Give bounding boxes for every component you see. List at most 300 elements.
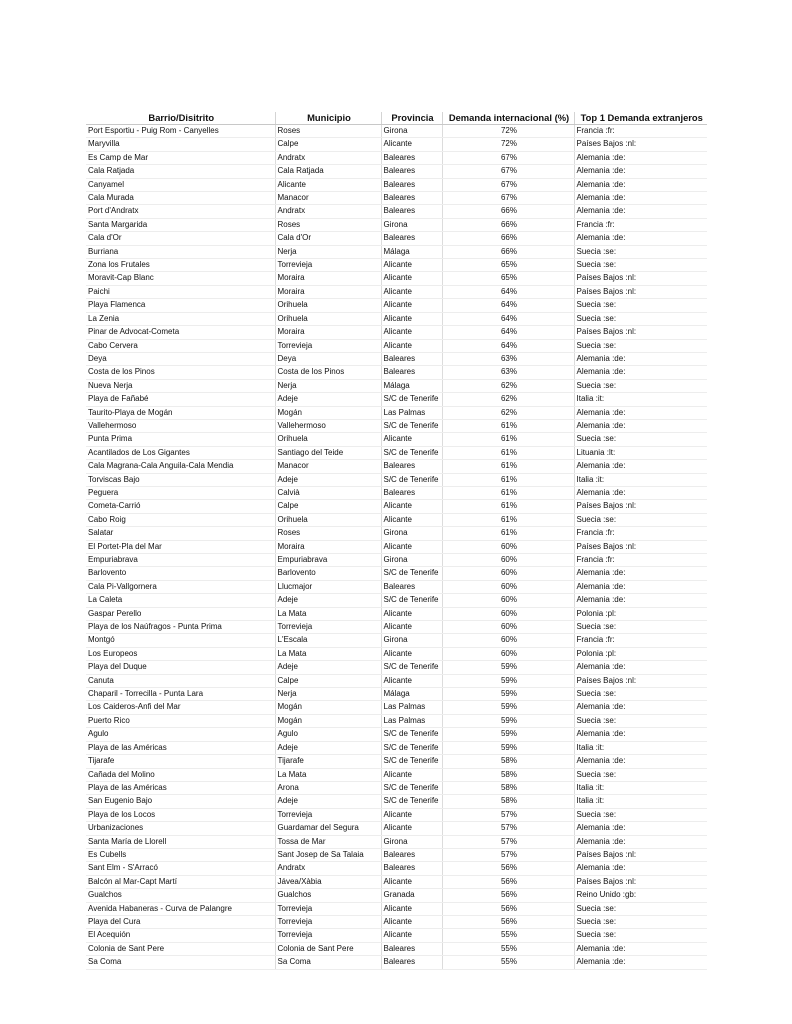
cell-barrio: Cala Magrana-Cala Anguila-Cala Mendia [86, 460, 275, 473]
cell-barrio: Punta Prima [86, 433, 275, 446]
table-row [86, 259, 707, 272]
cell-barrio: La Zenia [86, 312, 275, 325]
cell-barrio: Chaparil - Torrecilla - Punta Lara [86, 688, 275, 701]
table-row [86, 446, 707, 459]
cell-barrio: Burriana [86, 245, 275, 258]
cell-top-demanda: Alemania :de: [574, 862, 707, 875]
table-row [86, 513, 707, 526]
cell-municipio: Adeje [275, 473, 381, 486]
cell-demanda: 60% [442, 594, 574, 607]
table-row [86, 138, 707, 151]
cell-barrio: La Caleta [86, 594, 275, 607]
cell-municipio: Manacor [275, 192, 381, 205]
cell-municipio: Barlovento [275, 567, 381, 580]
cell-provincia: S/C de Tenerife [381, 567, 442, 580]
cell-municipio: Torrevieja [275, 915, 381, 928]
table-row [86, 352, 707, 365]
table-row [86, 607, 707, 620]
cell-top-demanda: Alemania :de: [574, 232, 707, 245]
cell-demanda: 61% [442, 446, 574, 459]
cell-municipio: Tossa de Mar [275, 835, 381, 848]
cell-barrio: Playa del Duque [86, 661, 275, 674]
cell-provincia: Alicante [381, 513, 442, 526]
cell-provincia: Las Palmas [381, 701, 442, 714]
cell-provincia: S/C de Tenerife [381, 781, 442, 794]
cell-provincia: Las Palmas [381, 406, 442, 419]
cell-demanda: 64% [442, 299, 574, 312]
table-row [86, 848, 707, 861]
table-row [86, 822, 707, 835]
cell-municipio: Llucmajor [275, 580, 381, 593]
cell-provincia: Alicante [381, 326, 442, 339]
cell-municipio: Roses [275, 218, 381, 231]
cell-top-demanda: Suecia :se: [574, 433, 707, 446]
table-row [86, 205, 707, 218]
cell-municipio: Sant Josep de Sa Talaia [275, 848, 381, 861]
cell-demanda: 62% [442, 379, 574, 392]
table-row [86, 808, 707, 821]
cell-provincia: Alicante [381, 339, 442, 352]
cell-top-demanda: Suecia :se: [574, 688, 707, 701]
cell-municipio: Moraira [275, 272, 381, 285]
cell-municipio: La Mata [275, 647, 381, 660]
table-row [86, 647, 707, 660]
cell-provincia: Alicante [381, 500, 442, 513]
cell-demanda: 67% [442, 178, 574, 191]
cell-barrio: Montgó [86, 634, 275, 647]
cell-provincia: Alicante [381, 259, 442, 272]
cell-municipio: Torrevieja [275, 902, 381, 915]
cell-provincia: Granada [381, 889, 442, 902]
table-row [86, 527, 707, 540]
cell-barrio: Balcón al Mar-Capt Martí [86, 875, 275, 888]
cell-demanda: 57% [442, 808, 574, 821]
cell-top-demanda: Países Bajos :nl: [574, 285, 707, 298]
cell-top-demanda: Países Bajos :nl: [574, 674, 707, 687]
cell-top-demanda: Alemania :de: [574, 956, 707, 969]
cell-provincia: S/C de Tenerife [381, 755, 442, 768]
table-row [86, 594, 707, 607]
cell-demanda: 60% [442, 580, 574, 593]
cell-top-demanda: Alemania :de: [574, 406, 707, 419]
cell-top-demanda: Polonia :pl: [574, 607, 707, 620]
cell-municipio: Tijarafe [275, 755, 381, 768]
cell-top-demanda: Alemania :de: [574, 486, 707, 499]
cell-barrio: Zona los Frutales [86, 259, 275, 272]
cell-demanda: 57% [442, 848, 574, 861]
cell-municipio: Torrevieja [275, 808, 381, 821]
cell-barrio: Vallehermoso [86, 419, 275, 432]
cell-demanda: 61% [442, 513, 574, 526]
cell-demanda: 66% [442, 232, 574, 245]
table-row [86, 714, 707, 727]
header-barrio: Barrio/Disitrito [86, 112, 275, 125]
cell-municipio: Orihuela [275, 299, 381, 312]
cell-municipio: Gualchos [275, 889, 381, 902]
cell-top-demanda: Suecia :se: [574, 259, 707, 272]
cell-provincia: Girona [381, 527, 442, 540]
cell-provincia: Alicante [381, 299, 442, 312]
cell-demanda: 66% [442, 245, 574, 258]
cell-top-demanda: Alemania :de: [574, 205, 707, 218]
table-row [86, 232, 707, 245]
cell-demanda: 64% [442, 339, 574, 352]
cell-barrio: Moravit-Cap Blanc [86, 272, 275, 285]
header-demanda: Demanda internacional (%) [442, 112, 574, 125]
cell-barrio: Los Europeos [86, 647, 275, 660]
cell-top-demanda: Reino Unido :gb: [574, 889, 707, 902]
cell-demanda: 60% [442, 567, 574, 580]
cell-municipio: Cala Ratjada [275, 165, 381, 178]
cell-demanda: 72% [442, 138, 574, 151]
cell-municipio: Andratx [275, 151, 381, 164]
cell-top-demanda: Suecia :se: [574, 714, 707, 727]
table-row [86, 312, 707, 325]
table-row [86, 956, 707, 969]
cell-provincia: Baleares [381, 956, 442, 969]
cell-barrio: San Eugenio Bajo [86, 795, 275, 808]
cell-barrio: Tijarafe [86, 755, 275, 768]
cell-provincia: S/C de Tenerife [381, 473, 442, 486]
cell-municipio: Adeje [275, 741, 381, 754]
cell-municipio: Moraira [275, 540, 381, 553]
cell-municipio: Arona [275, 781, 381, 794]
cell-provincia: Girona [381, 634, 442, 647]
cell-provincia: Girona [381, 835, 442, 848]
cell-demanda: 56% [442, 862, 574, 875]
cell-municipio: Mogán [275, 714, 381, 727]
cell-demanda: 61% [442, 486, 574, 499]
cell-top-demanda: Alemania :de: [574, 352, 707, 365]
cell-demanda: 60% [442, 554, 574, 567]
cell-municipio: Adeje [275, 795, 381, 808]
cell-top-demanda: Países Bajos :nl: [574, 326, 707, 339]
cell-municipio: Cala d'Or [275, 232, 381, 245]
cell-provincia: S/C de Tenerife [381, 594, 442, 607]
table-row [86, 728, 707, 741]
cell-municipio: Nerja [275, 379, 381, 392]
cell-provincia: S/C de Tenerife [381, 741, 442, 754]
table-row [86, 486, 707, 499]
cell-barrio: Taurito-Playa de Mogán [86, 406, 275, 419]
cell-municipio: Roses [275, 527, 381, 540]
cell-top-demanda: Francia :fr: [574, 554, 707, 567]
table-row [86, 929, 707, 942]
cell-barrio: Santa Margarida [86, 218, 275, 231]
cell-demanda: 59% [442, 728, 574, 741]
cell-demanda: 64% [442, 312, 574, 325]
cell-demanda: 59% [442, 701, 574, 714]
cell-top-demanda: Países Bajos :nl: [574, 875, 707, 888]
cell-barrio: Cala d'Or [86, 232, 275, 245]
cell-top-demanda: Suecia :se: [574, 768, 707, 781]
cell-top-demanda: Suecia :se: [574, 379, 707, 392]
cell-barrio: Empuriabrava [86, 554, 275, 567]
cell-municipio: Torrevieja [275, 339, 381, 352]
cell-top-demanda: Italia :it: [574, 393, 707, 406]
cell-provincia: S/C de Tenerife [381, 393, 442, 406]
cell-provincia: Baleares [381, 151, 442, 164]
cell-demanda: 60% [442, 607, 574, 620]
cell-demanda: 61% [442, 433, 574, 446]
cell-provincia: Girona [381, 218, 442, 231]
cell-provincia: Baleares [381, 178, 442, 191]
cell-provincia: S/C de Tenerife [381, 419, 442, 432]
table-row [86, 755, 707, 768]
cell-top-demanda: Suecia :se: [574, 915, 707, 928]
cell-provincia: Baleares [381, 205, 442, 218]
cell-top-demanda: Alemania :de: [574, 165, 707, 178]
cell-provincia: Girona [381, 554, 442, 567]
cell-demanda: 65% [442, 272, 574, 285]
cell-demanda: 55% [442, 929, 574, 942]
cell-barrio: Playa de los Naúfragos - Punta Prima [86, 621, 275, 634]
cell-top-demanda: Italia :it: [574, 473, 707, 486]
cell-top-demanda: Suecia :se: [574, 902, 707, 915]
cell-demanda: 58% [442, 755, 574, 768]
table-row [86, 500, 707, 513]
table-row [86, 326, 707, 339]
cell-top-demanda: Francia :fr: [574, 634, 707, 647]
cell-municipio: Calpe [275, 500, 381, 513]
cell-top-demanda: Alemania :de: [574, 419, 707, 432]
cell-barrio: Nueva Nerja [86, 379, 275, 392]
cell-provincia: Alicante [381, 808, 442, 821]
table-row [86, 915, 707, 928]
cell-demanda: 62% [442, 406, 574, 419]
cell-municipio: Orihuela [275, 312, 381, 325]
cell-top-demanda: Polonia :pl: [574, 647, 707, 660]
cell-provincia: S/C de Tenerife [381, 728, 442, 741]
cell-provincia: Alicante [381, 285, 442, 298]
cell-provincia: Las Palmas [381, 714, 442, 727]
cell-demanda: 57% [442, 835, 574, 848]
cell-demanda: 57% [442, 822, 574, 835]
cell-municipio: L'Escala [275, 634, 381, 647]
cell-municipio: La Mata [275, 768, 381, 781]
cell-barrio: Deya [86, 352, 275, 365]
cell-top-demanda: Alemania :de: [574, 567, 707, 580]
cell-demanda: 60% [442, 540, 574, 553]
table-row [86, 701, 707, 714]
table-row [86, 285, 707, 298]
cell-demanda: 61% [442, 527, 574, 540]
cell-municipio: Colonia de Sant Pere [275, 942, 381, 955]
cell-barrio: Playa de las Américas [86, 781, 275, 794]
table-row [86, 151, 707, 164]
cell-top-demanda: Países Bajos :nl: [574, 138, 707, 151]
table-row [86, 419, 707, 432]
cell-provincia: Alicante [381, 875, 442, 888]
header-municipio: Municipio [275, 112, 381, 125]
cell-top-demanda: Alemania :de: [574, 580, 707, 593]
cell-municipio: Vallehermoso [275, 419, 381, 432]
cell-top-demanda: Suecia :se: [574, 621, 707, 634]
table-row [86, 741, 707, 754]
cell-demanda: 64% [442, 326, 574, 339]
cell-top-demanda: Suecia :se: [574, 513, 707, 526]
cell-municipio: Torrevieja [275, 259, 381, 272]
cell-provincia: Baleares [381, 165, 442, 178]
cell-municipio: Santiago del Teide [275, 446, 381, 459]
table-row [86, 580, 707, 593]
cell-barrio: Gaspar Perello [86, 607, 275, 620]
cell-top-demanda: Países Bajos :nl: [574, 272, 707, 285]
table-row [86, 299, 707, 312]
cell-provincia: Alicante [381, 312, 442, 325]
table-body [86, 125, 707, 970]
cell-demanda: 55% [442, 956, 574, 969]
cell-barrio: Port Esportiu - Puig Rom - Canyelles [86, 125, 275, 138]
table-row [86, 781, 707, 794]
header-row [86, 112, 707, 125]
cell-demanda: 61% [442, 473, 574, 486]
cell-demanda: 56% [442, 875, 574, 888]
cell-municipio: Alicante [275, 178, 381, 191]
cell-demanda: 60% [442, 634, 574, 647]
table-row [86, 661, 707, 674]
cell-top-demanda: Alemania :de: [574, 661, 707, 674]
table-row [86, 406, 707, 419]
cell-municipio: Guardamar del Segura [275, 822, 381, 835]
cell-top-demanda: Alemania :de: [574, 594, 707, 607]
header-top-demanda: Top 1 Demanda extranjeros [574, 112, 707, 125]
cell-demanda: 58% [442, 781, 574, 794]
table-row [86, 245, 707, 258]
cell-provincia: S/C de Tenerife [381, 661, 442, 674]
cell-demanda: 65% [442, 259, 574, 272]
cell-barrio: Cala Ratjada [86, 165, 275, 178]
cell-barrio: Playa de las Américas [86, 741, 275, 754]
cell-barrio: Barlovento [86, 567, 275, 580]
cell-municipio: Empuriabrava [275, 554, 381, 567]
cell-demanda: 61% [442, 500, 574, 513]
cell-demanda: 55% [442, 942, 574, 955]
cell-top-demanda: Alemania :de: [574, 942, 707, 955]
table-header [86, 112, 707, 125]
cell-top-demanda: Suecia :se: [574, 299, 707, 312]
cell-top-demanda: Francia :fr: [574, 218, 707, 231]
cell-municipio: Andratx [275, 205, 381, 218]
cell-top-demanda: Italia :it: [574, 741, 707, 754]
cell-provincia: Alicante [381, 540, 442, 553]
cell-provincia: Baleares [381, 942, 442, 955]
cell-barrio: Avenida Habaneras - Curva de Palangre [86, 902, 275, 915]
table-row [86, 942, 707, 955]
cell-demanda: 56% [442, 915, 574, 928]
cell-provincia: Alicante [381, 607, 442, 620]
table-row [86, 768, 707, 781]
cell-barrio: Es Camp de Mar [86, 151, 275, 164]
cell-provincia: Alicante [381, 915, 442, 928]
table-row [86, 379, 707, 392]
cell-provincia: Girona [381, 125, 442, 138]
table-row [86, 473, 707, 486]
cell-top-demanda: Alemania :de: [574, 151, 707, 164]
table-row [86, 674, 707, 687]
cell-barrio: Santa María de Llorell [86, 835, 275, 848]
cell-municipio: Nerja [275, 688, 381, 701]
cell-demanda: 66% [442, 218, 574, 231]
cell-municipio: Calvià [275, 486, 381, 499]
cell-barrio: Cometa-Carrió [86, 500, 275, 513]
cell-municipio: Orihuela [275, 513, 381, 526]
cell-top-demanda: Alemania :de: [574, 366, 707, 379]
cell-barrio: Cabo Cervera [86, 339, 275, 352]
cell-barrio: Acantilados de Los Gigantes [86, 446, 275, 459]
cell-municipio: Torrevieja [275, 621, 381, 634]
cell-provincia: Baleares [381, 848, 442, 861]
table-row [86, 339, 707, 352]
cell-provincia: S/C de Tenerife [381, 446, 442, 459]
cell-municipio: Moraira [275, 326, 381, 339]
cell-municipio: Andratx [275, 862, 381, 875]
cell-provincia: S/C de Tenerife [381, 795, 442, 808]
cell-demanda: 59% [442, 714, 574, 727]
cell-provincia: Alicante [381, 138, 442, 151]
table-row [86, 688, 707, 701]
cell-provincia: Baleares [381, 460, 442, 473]
cell-top-demanda: Lituania :lt: [574, 446, 707, 459]
cell-provincia: Alicante [381, 621, 442, 634]
table-row [86, 540, 707, 553]
header-provincia: Provincia [381, 112, 442, 125]
table-row [86, 889, 707, 902]
cell-barrio: Playa de Fañabé [86, 393, 275, 406]
cell-demanda: 61% [442, 419, 574, 432]
cell-municipio: Mogán [275, 406, 381, 419]
cell-provincia: Baleares [381, 862, 442, 875]
cell-top-demanda: Alemania :de: [574, 822, 707, 835]
table-row [86, 366, 707, 379]
table-row [86, 875, 707, 888]
cell-demanda: 61% [442, 460, 574, 473]
cell-municipio: Mogán [275, 701, 381, 714]
cell-barrio: Gualchos [86, 889, 275, 902]
cell-barrio: Sant Elm - S'Arracó [86, 862, 275, 875]
cell-demanda: 58% [442, 768, 574, 781]
cell-provincia: Baleares [381, 352, 442, 365]
cell-demanda: 72% [442, 125, 574, 138]
table-row [86, 192, 707, 205]
cell-demanda: 60% [442, 621, 574, 634]
cell-top-demanda: Italia :it: [574, 795, 707, 808]
cell-municipio: La Mata [275, 607, 381, 620]
cell-provincia: Alicante [381, 674, 442, 687]
cell-top-demanda: Francia :fr: [574, 527, 707, 540]
cell-provincia: Baleares [381, 232, 442, 245]
cell-top-demanda: Alemania :de: [574, 835, 707, 848]
cell-top-demanda: Alemania :de: [574, 728, 707, 741]
cell-top-demanda: Suecia :se: [574, 808, 707, 821]
cell-provincia: Alicante [381, 822, 442, 835]
cell-top-demanda: Países Bajos :nl: [574, 500, 707, 513]
cell-municipio: Moraira [275, 285, 381, 298]
cell-demanda: 59% [442, 661, 574, 674]
cell-barrio: Playa de los Locos [86, 808, 275, 821]
cell-municipio: Orihuela [275, 433, 381, 446]
cell-provincia: Baleares [381, 580, 442, 593]
demand-table [86, 112, 707, 970]
table-row [86, 178, 707, 191]
cell-municipio: Jávea/Xàbia [275, 875, 381, 888]
cell-top-demanda: Alemania :de: [574, 192, 707, 205]
cell-barrio: Cala Pi-Vallgornera [86, 580, 275, 593]
table-row [86, 567, 707, 580]
cell-municipio: Manacor [275, 460, 381, 473]
cell-demanda: 59% [442, 688, 574, 701]
cell-barrio: Playa Flamenca [86, 299, 275, 312]
